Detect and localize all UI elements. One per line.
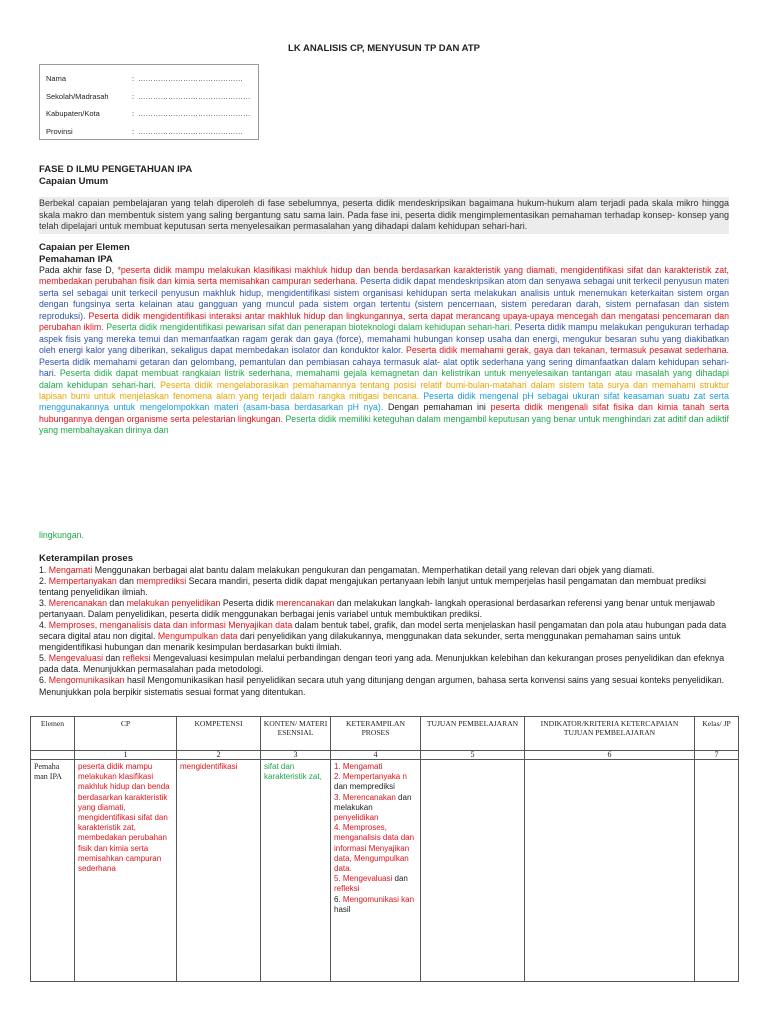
list-item — [334, 793, 417, 824]
text-segment: dan memprediksi — [334, 782, 395, 792]
keterampilan-proses-heading: Keterampilan proses — [39, 553, 133, 564]
list-item — [39, 620, 729, 653]
text-segment: *peserta didik mampu melakukan klasifikasi makhluk hidup dan benda berdasarkan karakteristik yang diamati, mengidentifikasi sifat dan karakteristik zat, membedakan perubahan fisik dan kimia serta memisahkan campuran sederhana. — [39, 265, 730, 287]
text-segment: dalam bentuk tabel, grafik, dan model serta menjelaskan hasil pengamatan dan pola atau hubungan pada data secara digital atau non digital. — [39, 619, 727, 642]
column-header: Elemen — [31, 717, 75, 751]
identity-field[interactable]: ……………………………………… — [138, 91, 251, 101]
text-segment: Peserta didik mengelaborasikan pemahamannya tentang posisi relatif bumi-bulan-matahari dalam sistem tata surya dan memahami struktur lapisan bumi untuk menjelaskan fenomena alam yang terjadi dalam rangka mitigasi bencana. — [39, 379, 729, 401]
text-segment: 2. — [39, 575, 49, 586]
text-segment: Peserta didik dapat membuat rangkaian listrik sederhana, memahami gejala kemagnetan dan kelistrikan untuk menyelesaikan tantangan atau masalah yang dihadapi dalam kehidupan sehari-hari. — [39, 368, 729, 390]
list-item — [334, 823, 417, 874]
text-segment: Mengamati — [48, 564, 93, 575]
text-segment: dan melakukan — [334, 792, 412, 812]
list-item — [334, 762, 417, 772]
identity-row — [40, 88, 258, 106]
column-header: INDIKATOR/KRITERIA KETERCAPAIAN TUJUAN PEMBELAJARAN — [525, 717, 695, 751]
list-item — [334, 874, 417, 894]
text-segment: dan — [116, 575, 137, 586]
identity-separator: : — [132, 126, 135, 136]
pemahaman-ipa-text — [39, 265, 729, 437]
identity-label: Kabupaten/Kota — [46, 109, 100, 119]
text-segment: melakukan penyelidikan — [126, 597, 221, 608]
identity-field[interactable]: ……………………………………… — [138, 109, 251, 119]
text-segment: 6. — [39, 675, 49, 686]
table-number-row — [31, 751, 739, 760]
text-segment: Mengevaluasi — [48, 653, 104, 664]
identity-row — [40, 105, 258, 123]
text-segment: Peserta didik mampu melakukan pengukuran terhadap aspek fisis yang mereka temui dan memanfaatkan ragam gerak dan gaya (force), memahami hubungan konsep usaha dan energi, mengukur besaran suhu yang diakibatkan oleh energi kalor yang diberikan, sekaligus dapat membedakan isolator dan konduktor kalor. — [39, 322, 729, 356]
identity-field[interactable]: …………………………………… — [138, 74, 243, 84]
identity-separator: : — [132, 109, 135, 119]
text-segment: Pada akhir fase D, — [39, 265, 118, 275]
text-segment: 5. Mengevaluasi — [334, 874, 393, 884]
text-segment: Peserta didik dapat mendeskripsikan atom dan senyawa sebagai unit terkecil penyusun materi serta sel sebagai unit terkecil penyusun makhluk hidup, mengidentifikasi sistem organisasi kehidupan serta melakukan analisis untuk menemukan keterkaitan sistem organ dengan fungsinya serta kelainan atau gangguan yang muncul pada sistem organ tertentu (sistem pencernaan, sistem peredaran darah, sistem pernafasan dan sistem reproduksi). — [39, 276, 729, 321]
text-segment: Peserta didik mengidentifikasi interaksi antar makhluk hidup dan lingkungannya, serta dapat merancang upaya-upaya mencegah dan mengatasi pencemaran dan perubahan iklim. — [39, 310, 730, 333]
pemahaman-ipa-tail — [39, 530, 729, 541]
text-segment: dan melakukan langkah- langkah operasional berdasarkan referensi yang benar untuk menjawab pertanyaan. Dalam penyelidikan, peserta didik menggunakan berbagai jenis variabel untuk membuktikan prediksi. — [39, 597, 715, 619]
list-item — [39, 675, 729, 697]
column-number: 5 — [421, 751, 525, 760]
list-item — [334, 772, 417, 792]
cell-kelas[interactable] — [695, 760, 739, 982]
text-segment: Mengomunikasikan — [48, 675, 125, 686]
capaian-umum-text: Berbekal capaian pembelajaran yang telah diperoleh di fase sebelumnya, peserta didik mendeskripsikan bagaimana hukum-hukum alam terjadi pada skala mikro hingga skala makro dan membentuk sistem yang saling bergantung satu sama lain. Pada fase ini, peserta didik mengimplementasikan pemahaman terhadap konsep- konsep yang telah dipelajari untuk membuat keputusan serta menyelesaikan permasalahan yang dihadapi dalam kehidupan sehari-hari. — [39, 197, 729, 234]
column-number: 1 — [75, 751, 177, 760]
column-number: 6 — [525, 751, 695, 760]
column-number: 2 — [177, 751, 261, 760]
column-header: KOMPETENSI — [177, 717, 261, 751]
column-header: CP — [75, 717, 177, 751]
text-segment: peserta didik mengenali sifat fisika dan kimia tanah serta hubungannya dengan organisme serta pelestarian lingkungan. — [39, 402, 729, 424]
cell-tujuan[interactable] — [421, 760, 525, 982]
identity-label: Sekolah/Madrasah — [46, 91, 109, 101]
text-segment: 3. — [39, 597, 49, 608]
list-item — [39, 565, 729, 576]
column-header: KETERAMPILAN PROSES — [331, 717, 421, 751]
text-segment: Merencanakan — [48, 597, 107, 608]
identity-row — [40, 123, 258, 141]
text-segment: hasil Mengomunikasikan hasil penyelidikan secara utuh yang ditunjang dengan argumen, bahasa serta konvensi sains yang sesuai konteks penyelidikan. Menunjukkan pola berpikir sistematis sesuai format yang ditentukan. — [39, 675, 725, 697]
column-header: TUJUAN PEMBELAJARAN — [421, 717, 525, 751]
text-segment: Peserta didik memahami getaran dan gelombang, pemantulan dan pembiasan cahaya termasuk alat- alat optik sederhana yang sering dimanfaatkan dalam kehidupan sehari-hari. — [39, 356, 729, 379]
text-segment: dan — [103, 653, 123, 664]
capaian-elemen-section — [39, 242, 729, 437]
column-number: 7 — [695, 751, 739, 760]
text-segment: Peserta didik memiliki keteguhan dalam mengambil keputusan yang benar untuk menghindari zat aditif dan adiktif yang membahayakan dirinya dan — [39, 413, 729, 436]
column-header: KONTEN/ MATERI ESENSIAL — [261, 717, 331, 751]
text-segment: 6. — [334, 894, 343, 904]
identity-field[interactable]: …………………………………… — [138, 126, 243, 136]
cell-kompetensi: mengidentifikasi — [177, 760, 261, 982]
list-item — [39, 598, 729, 620]
cell-konten: sifat dan karakteristik zat, — [261, 760, 331, 982]
column-header: Kelas/ JP — [695, 717, 739, 751]
text-segment: Menggunakan berbagai alat bantu dalam melakukan pengukuran dan pengamatan. Memperhatikan detail yang relevan dari objek yang diamati. — [92, 564, 655, 575]
text-segment: dan — [392, 874, 408, 884]
text-segment: 4. Memproses, menganalisis data dan informasi Menyajikan data, Mengumpulkan data. — [334, 823, 415, 874]
text-segment: 1. Mengamati — [334, 762, 383, 771]
identity-label: Nama — [46, 74, 67, 84]
list-item — [39, 576, 729, 598]
text-segment: 2. Mempertanyaka n — [334, 772, 407, 782]
text-segment: 5. — [39, 653, 49, 664]
table-row — [31, 760, 739, 982]
capaian-umum-heading: Capaian Umum — [39, 175, 109, 187]
capaian-umum-section — [39, 197, 729, 234]
pemahaman-ipa-tail-text: lingkungan. — [39, 530, 84, 540]
text-segment: penyelidikan — [334, 813, 379, 823]
identity-separator: : — [132, 74, 135, 84]
column-number: 4 — [331, 751, 421, 760]
identity-row — [40, 70, 258, 88]
text-segment: dan — [106, 597, 127, 608]
text-segment: 4. — [39, 619, 49, 630]
text-segment: 3. Merencanakan — [334, 792, 396, 802]
text-segment: Mempertanyakan — [48, 575, 117, 586]
cell-indikator[interactable] — [525, 760, 695, 982]
capaian-elemen-heading: Capaian per Elemen — [39, 242, 130, 253]
text-segment: Secara mandiri, peserta didik dapat mengajukan pertanyaan lebih lanjut untuk memperjelas hasil pengamatan dan membuat prediksi tentang penyelidikan ilmiah. — [39, 575, 707, 597]
analysis-table — [30, 716, 739, 982]
keterampilan-proses-list — [39, 565, 729, 698]
cell-keterampilan-proses — [331, 760, 421, 982]
identity-label: Provinsi — [46, 126, 73, 136]
column-number — [31, 751, 75, 760]
text-segment: 1. — [39, 564, 49, 575]
table-header-row — [31, 717, 739, 751]
text-segment: Dengan pemahaman ini — [387, 402, 491, 413]
cell-elemen: Pemaha man IPA — [31, 760, 75, 982]
list-item — [39, 653, 729, 675]
text-segment: dari penyelidikan yang dilakukannya, menggunakan data sekunder, serta menggunakan pemahaman sains untuk mengidentifikasi hubungan dan menarik kesimpulan berdasarkan bukti ilmiah. — [39, 631, 681, 653]
column-number: 3 — [261, 751, 331, 760]
text-segment: refleksi — [334, 884, 360, 894]
text-segment: Peserta didik memahami gerak, gaya dan tekanan, termasuk pesawat sederhana. — [405, 345, 729, 356]
text-segment: Peserta didik mengenal pH sebagai ukuran sifat keasaman suatu zat serta menggunakannya untuk mengelompokkan materi (asam-basa berdasarkan pH nya). — [39, 390, 729, 413]
text-segment: Mengumpulkan data — [157, 631, 238, 642]
identity-separator: : — [132, 91, 135, 101]
list-item — [334, 895, 417, 915]
text-segment: refleksi — [122, 653, 151, 664]
identity-box — [39, 64, 259, 140]
text-segment: Memproses, menganalisis data dan informasi Menyajikan data — [48, 619, 293, 630]
text-segment: Peserta didik — [220, 597, 277, 608]
text-segment: Peserta didik mengidentifikasi pewarisan sifat dan penerapan bioteknologi dalam kehidupan sehari-hari. — [106, 322, 515, 333]
phase-section — [39, 164, 729, 187]
cell-cp: peserta didik mampu melakukan klasifikasi makhluk hidup dan benda berdasarkan karakteristik yang diamati, mengidentifikasi sifat dan karakteristik zat, membedakan perubahan fisik dan kimia serta memisahkan campuran sederhana — [75, 760, 177, 982]
text-segment: memprediksi — [136, 575, 187, 586]
text-segment: hasil — [334, 904, 351, 914]
text-segment: merencanakan — [276, 597, 335, 608]
keterampilan-proses-section — [39, 553, 729, 698]
phase-title: FASE D ILMU PENGETAHUAN IPA — [39, 164, 193, 175]
document-title: LK ANALISIS CP, MENYUSUN TP DAN ATP — [288, 43, 480, 54]
text-segment: Mengevaluasi kesimpulan melalui perbandingan dengan teori yang ada. Menunjukkan kelebihan dan kekurangan proses penyelidikan dan efeknya pada data. Menunjukkan permasalahan pada metodologi. — [39, 653, 725, 675]
text-segment: Mengomunikasi kan — [342, 894, 415, 904]
pemahaman-ipa-heading: Pemahaman IPA — [39, 253, 113, 265]
